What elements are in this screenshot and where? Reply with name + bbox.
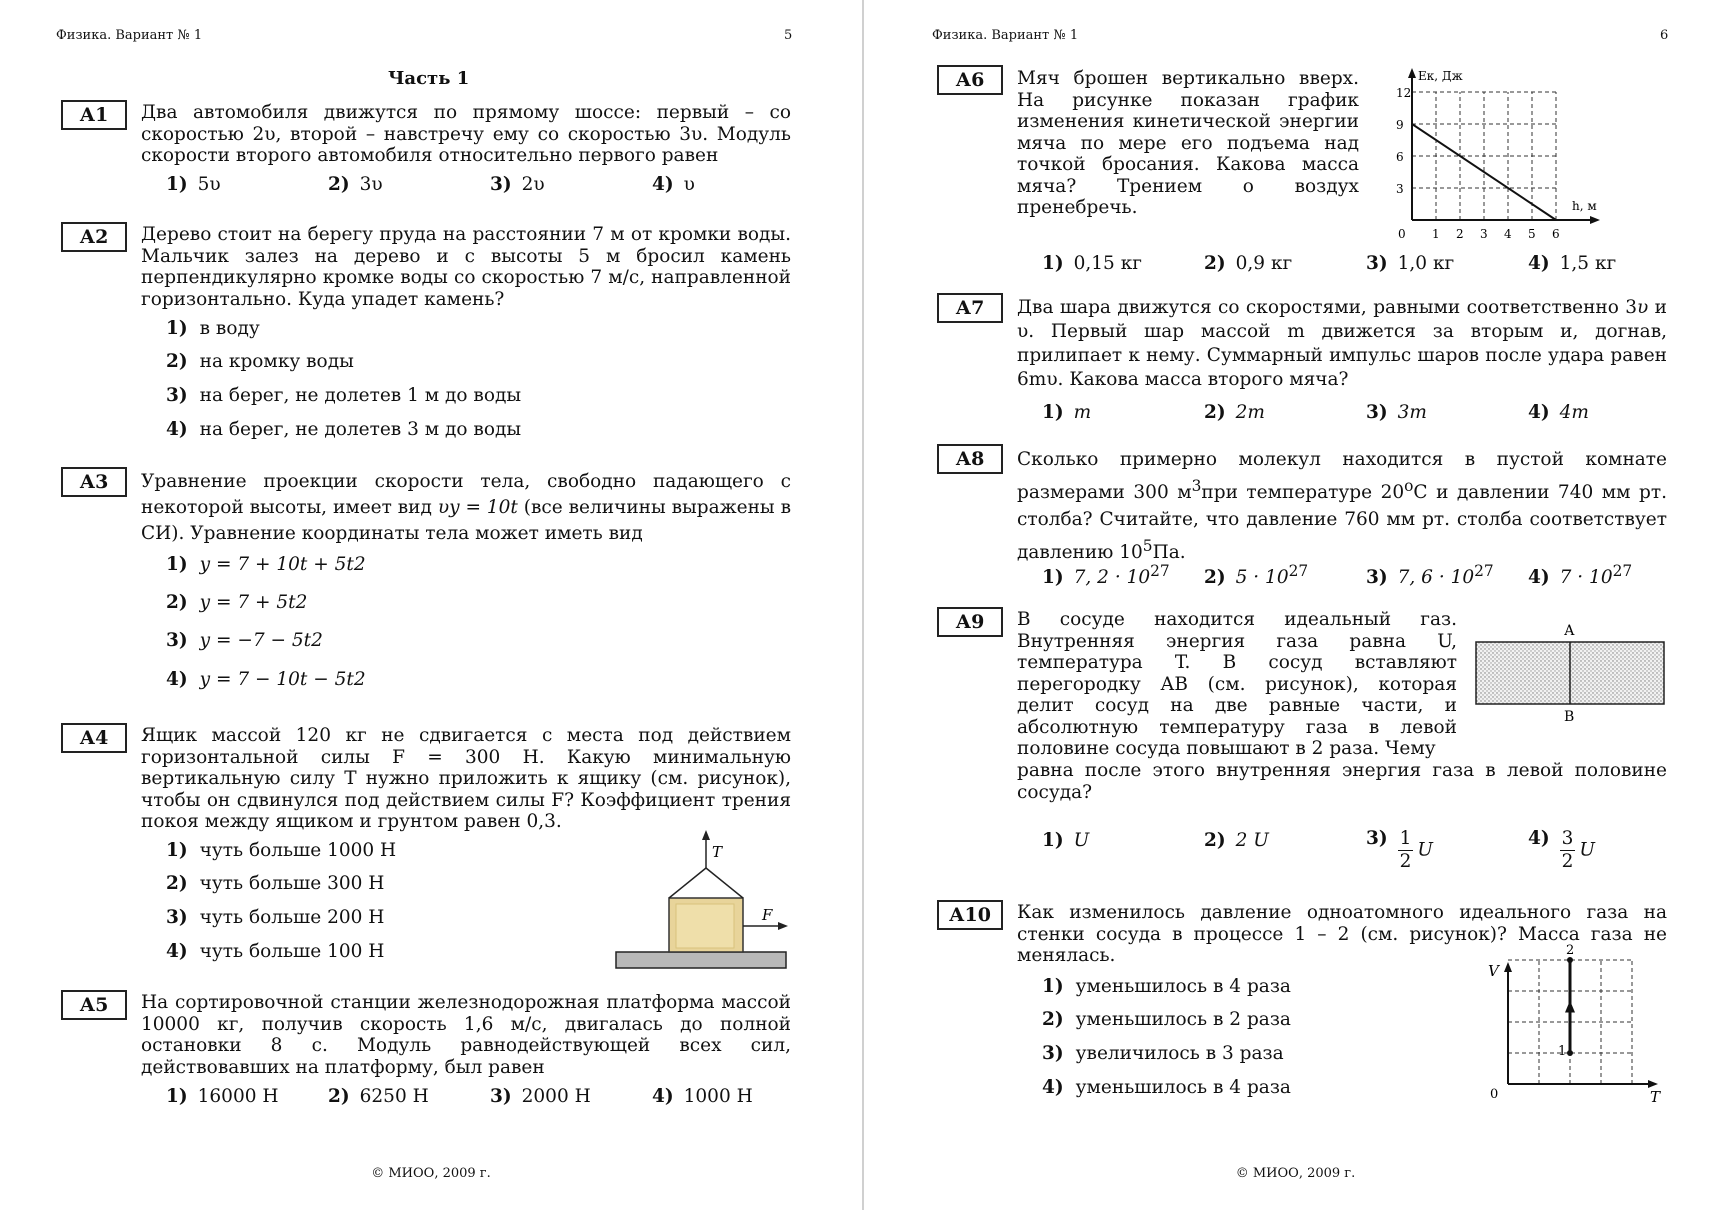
text-part4: Па.	[1152, 542, 1186, 564]
option-exponent: 27	[1612, 562, 1633, 580]
x-tick-label: 4	[1504, 227, 1512, 241]
question-label-a1: А1	[61, 100, 127, 130]
option-a8-3[interactable]: 3) 7, $6 \cdot 10^{27}$	[1366, 562, 1494, 589]
y-axis-label: Eк, Дж	[1418, 69, 1463, 83]
partition-label-b: В	[1564, 709, 1575, 725]
x-axis-label: h, м	[1572, 199, 1597, 213]
partition-label-a: А	[1564, 623, 1575, 639]
option-a6-1[interactable]: 1) 0,15 кг	[1042, 253, 1142, 274]
option-value: 3m	[1397, 402, 1427, 423]
text-part2: при температуре 20	[1201, 482, 1405, 504]
fraction-one-half	[1398, 828, 1414, 873]
option-value: чуть больше 200 Н	[199, 907, 385, 928]
option-a4-4[interactable]: 4) чуть больше 100 Н	[166, 941, 385, 962]
option-formula: y = 7 + 10t + 5t2	[199, 554, 366, 575]
option-a2-2[interactable]: 2) на кромку воды	[166, 351, 354, 372]
text-part1: Сколько примерно молекул находится в пустой комнате размерами 300 м	[1017, 449, 1667, 504]
exp-3: 3	[1191, 477, 1202, 495]
option-value: на берег, не долетев 1 м до воды	[199, 385, 522, 406]
option-a9-2[interactable]: 2) 2 U	[1204, 830, 1269, 851]
x-axis-label: T	[1650, 1088, 1661, 1106]
x-tick-label: 1	[1432, 227, 1440, 241]
y-tick-label: 12	[1396, 86, 1412, 100]
state-label-1: 1	[1558, 1044, 1567, 1059]
option-value: уменьшилось в 4 раза	[1075, 1077, 1291, 1098]
option-a7-3[interactable]: 3) 3m	[1366, 402, 1427, 423]
text-before: Уравнение проекции скорости тела, свободно падающего с некоторой высоты, имеет вид	[141, 471, 791, 518]
option-value: на кромку воды	[199, 351, 354, 372]
option-value: m	[1073, 402, 1092, 423]
option-a5-4[interactable]: 4) 1000 Н	[652, 1086, 753, 1107]
option-a4-2[interactable]: 2) чуть больше 300 Н	[166, 873, 385, 894]
tension-label: T	[712, 843, 723, 861]
ground	[616, 952, 786, 968]
y-tick-label: 9	[1396, 118, 1404, 132]
option-value: чуть больше 1000 Н	[199, 840, 397, 861]
option-exponent: 27	[1474, 562, 1494, 580]
question-text-a7	[1017, 296, 1667, 392]
option-a2-4[interactable]: 4) на берег, не долетев 3 м до воды	[166, 419, 522, 440]
question-text-a4: Ящик массой 120 кг не сдвигается с места под действием горизонтальной силы F = 300 Н. Какую минимальную вертикальную силу T нужно приложить к ящику (см. рисунок), чтобы он сдвинулся под действием силы F? Коэффициент трения покоя между ящиком и грунтом равен 0,3.	[141, 725, 791, 832]
option-value: 2 U	[1235, 830, 1269, 851]
x-axis-arrowhead	[1590, 216, 1600, 224]
option-a8-4[interactable]: 4) $7 \cdot 10^{27}$	[1528, 562, 1633, 589]
tension-arrowhead	[702, 830, 710, 840]
option-a3-2[interactable]: 2) y = 7 + 5t2	[166, 592, 308, 613]
option-exponent: 27	[1150, 562, 1170, 580]
option-mantissa: 7, 6 · 10	[1397, 567, 1475, 589]
option-mantissa: 5 · 10	[1235, 567, 1289, 589]
option-a8-2[interactable]: 2) $5 \cdot 10^{27}$	[1204, 562, 1309, 589]
right-page	[864, 0, 1727, 1210]
option-a4-1[interactable]: 1) чуть больше 1000 Н	[166, 840, 397, 861]
process-direction-arrow	[1565, 1001, 1575, 1013]
pow-base: 10	[1119, 542, 1143, 564]
option-a1-4[interactable]: 4) υ	[652, 174, 695, 195]
option-a7-2[interactable]: 2) 2m	[1204, 402, 1265, 423]
option-a9-4[interactable]: 4) $\frac{3}{2}$ U	[1528, 828, 1596, 872]
option-exponent: 27	[1288, 562, 1309, 580]
question-text-a1: Два автомобиля движутся по прямому шоссе: первый – со скоростью 2υ, второй – навстречу ему со скоростью 3υ. Модуль скорости второго автомобиля относительно первого равен	[141, 102, 791, 166]
question-text-a5: На сортировочной станции железнодорожная платформа массой 10000 кг, получив скорость 1,6 м/с, двигалась до полной остановки 8 с. Модуль равнодействующей всех сил, действовавших на платформу, был равен	[141, 992, 791, 1078]
partition-vessel-figure	[1472, 620, 1672, 725]
state-point-1	[1567, 1050, 1573, 1056]
option-value: U	[1579, 839, 1596, 861]
state-label-2: 2	[1566, 943, 1575, 958]
option-a10-4[interactable]: 4) уменьшилось в 4 раза	[1042, 1077, 1291, 1098]
option-value: 6250 Н	[359, 1086, 429, 1107]
question-text-a9: В сосуде находится идеальный газ. Внутренняя энергия газа равна U, температура T. В сосуд вставляют перегородку АВ (см. рисунок), которая делит сосуд на две равные части, и абсолютную температуру газа в левой половине сосуда повышают в 2 раза. Чему	[1017, 609, 1457, 759]
volume-temperature-chart	[1482, 943, 1662, 1106]
option-value: υ	[683, 174, 695, 195]
option-a2-3[interactable]: 3) на берег, не долетев 1 м до воды	[166, 385, 522, 406]
x-axis-arrowhead	[1648, 1080, 1658, 1088]
force-arrowhead	[778, 922, 788, 930]
x-tick-label: 6	[1552, 227, 1560, 241]
page-number: 6	[1660, 28, 1669, 43]
question-label-a4: А4	[61, 723, 127, 753]
option-value: 2000 Н	[521, 1086, 591, 1107]
option-a5-2[interactable]: 2) 6250 Н	[328, 1086, 429, 1107]
option-value: 2υ	[521, 174, 545, 195]
option-a6-4[interactable]: 4) 1,5 кг	[1528, 253, 1617, 274]
fraction-numerator: 3	[1561, 828, 1574, 849]
option-value: уменьшилось в 2 раза	[1075, 1009, 1291, 1030]
question-text-a10: Как изменилось давление одноатомного идеального газа на стенки сосуда в процессе 1 – 2 (см. рисунок)? Масса газа не менялась.	[1017, 902, 1667, 966]
question-text-a2: Дерево стоит на берегу пруда на расстоянии 7 м от кромки воды. Мальчик залез на дерево и с высоты 5 м бросил камень перпендикулярно кромке воды со скоростью 7 м/с, направленной горизонтально. Куда упадет камень?	[141, 224, 791, 310]
option-a3-3[interactable]: 3) y = −7 − 5t2	[166, 630, 323, 651]
option-a10-3[interactable]: 3) увеличилось в 3 раза	[1042, 1043, 1284, 1064]
option-value: 2m	[1235, 402, 1265, 423]
left-page	[0, 0, 862, 1210]
y-tick-label: 6	[1396, 150, 1404, 164]
y-axis-arrowhead	[1504, 962, 1512, 972]
fraction-numerator: 1	[1399, 828, 1412, 849]
option-a9-3[interactable]: 3) $\frac{1}{2}$ U	[1366, 828, 1434, 872]
x-tick-label: 5	[1528, 227, 1536, 241]
part-title: Часть 1	[388, 68, 470, 89]
option-a1-2[interactable]: 2) 3υ	[328, 174, 383, 195]
option-mantissa: 7, 2 · 10	[1073, 567, 1151, 589]
fraction-three-halves	[1560, 828, 1576, 873]
option-a9-1[interactable]: 1) U	[1042, 830, 1090, 851]
question-text-a9-cont: равна после этого внутренняя энергия газа в левой половине сосуда?	[1017, 760, 1667, 803]
option-a7-1[interactable]: 1) m	[1042, 402, 1092, 423]
option-a10-2[interactable]: 2) уменьшилось в 2 раза	[1042, 1009, 1291, 1030]
option-a1-1[interactable]: 1) 5υ	[166, 174, 221, 195]
question-label-a8: А8	[937, 444, 1003, 474]
option-a3-4[interactable]: 4) y = 7 − 10t − 5t2	[166, 669, 366, 690]
y-axis-arrowhead	[1408, 68, 1416, 78]
option-a7-4[interactable]: 4) 4m	[1528, 402, 1589, 423]
option-value: чуть больше 100 Н	[199, 941, 385, 962]
box-texture	[676, 904, 734, 948]
question-text-a8	[1017, 446, 1667, 566]
option-value: 5υ	[197, 174, 221, 195]
text-after: (все величины выражены в СИ). Уравнение координаты тела может иметь вид	[141, 497, 791, 544]
question-label-a7: А7	[937, 293, 1003, 323]
force-label: F	[762, 906, 773, 924]
option-formula: y = −7 − 5t2	[199, 630, 323, 651]
option-a6-3[interactable]: 3) 1,0 кг	[1366, 253, 1455, 274]
question-text-a3	[141, 469, 791, 547]
energy-height-chart	[1372, 64, 1612, 240]
option-a5-1[interactable]: 1) 16000 Н	[166, 1086, 279, 1107]
question-text-a6: Мяч брошен вертикально вверх. На рисунке показан график изменения кинетической энергии мяча по мере его подъема над точкой бросания. Какова масса мяча? Трением о воздух пренебречь.	[1017, 68, 1359, 218]
option-a10-1[interactable]: 1) уменьшилось в 4 раза	[1042, 976, 1291, 997]
question-label-a3: А3	[61, 467, 127, 497]
option-a4-3[interactable]: 3) чуть больше 200 Н	[166, 907, 385, 928]
option-value: 1,5 кг	[1559, 253, 1617, 274]
option-formula: y = 7 + 5t2	[199, 592, 308, 613]
option-value: в воду	[199, 318, 260, 339]
option-a1-3[interactable]: 3) 2υ	[490, 174, 545, 195]
x-tick-label: 3	[1480, 227, 1488, 241]
question-label-a6: А6	[937, 65, 1003, 95]
option-value: 0,15 кг	[1073, 253, 1142, 274]
question-label-a10: А10	[937, 900, 1003, 930]
x-tick-label: 0	[1398, 227, 1406, 241]
option-value: U	[1073, 830, 1090, 851]
question-label-a5: А5	[61, 990, 127, 1020]
option-value: 0,9 кг	[1235, 253, 1293, 274]
option-a3-1[interactable]: 1) y = 7 + 10t + 5t2	[166, 554, 366, 575]
text-line2: и υ. Первый шар массой m движется за вторым и, догнав, прилипает к нему. Суммарный импульс шаров после удара равен 6mυ. Какова масса второго мяча?	[1017, 297, 1667, 390]
x-tick-label: 2	[1456, 227, 1464, 241]
rope-left	[669, 868, 706, 898]
option-value: 16000 Н	[197, 1086, 279, 1107]
y-axis-label: V	[1488, 962, 1499, 980]
option-value: на берег, не долетев 3 м до воды	[199, 419, 522, 440]
question-label-a2: А2	[61, 222, 127, 252]
option-value: чуть больше 300 Н	[199, 873, 385, 894]
option-a5-3[interactable]: 3) 2000 Н	[490, 1086, 591, 1107]
page-footer: © МИОО, 2009 г.	[371, 1166, 491, 1181]
option-mantissa: 7 · 10	[1559, 567, 1613, 589]
option-value: 1000 Н	[683, 1086, 753, 1107]
page-header: Физика. Вариант № 1	[56, 28, 203, 43]
y-tick-label: 3	[1396, 182, 1404, 196]
box-force-figure	[612, 828, 797, 970]
option-value: увеличилось в 3 раза	[1075, 1043, 1284, 1064]
fraction-denominator: 2	[1561, 851, 1574, 872]
velocity-formula: υy = 10t	[437, 497, 518, 518]
option-value: 4m	[1559, 402, 1589, 423]
option-value: U	[1417, 839, 1434, 861]
option-a6-2[interactable]: 2) 0,9 кг	[1204, 253, 1293, 274]
exp-degree: о	[1404, 477, 1414, 495]
option-value: 3υ	[359, 174, 383, 195]
fraction-denominator: 2	[1399, 851, 1412, 872]
question-label-a9: А9	[937, 607, 1003, 637]
page-header: Физика. Вариант № 1	[932, 28, 1079, 43]
page-footer: © МИОО, 2009 г.	[1235, 1166, 1356, 1181]
pow-exp: 5	[1142, 537, 1153, 556]
text-line1: Два шара движутся со скоростями, равными соответственно 3	[1017, 297, 1638, 318]
origin-label: 0	[1490, 1087, 1499, 1102]
text-part3: С и давлении 740 мм рт. столба? Считайте, что давление 760 мм рт. столба соответствует давлению	[1017, 482, 1667, 564]
velocity-symbol: υ	[1637, 297, 1649, 318]
option-a8-1[interactable]: 1) 7, $2 \cdot 10^{27}$	[1042, 562, 1170, 589]
option-a2-1[interactable]: 1) в воду	[166, 318, 260, 339]
option-value: 1,0 кг	[1397, 253, 1455, 274]
option-formula: y = 7 − 10t − 5t2	[199, 669, 366, 690]
option-value: уменьшилось в 4 раза	[1075, 976, 1291, 997]
page-number: 5	[784, 28, 793, 43]
rope-right	[706, 868, 743, 898]
